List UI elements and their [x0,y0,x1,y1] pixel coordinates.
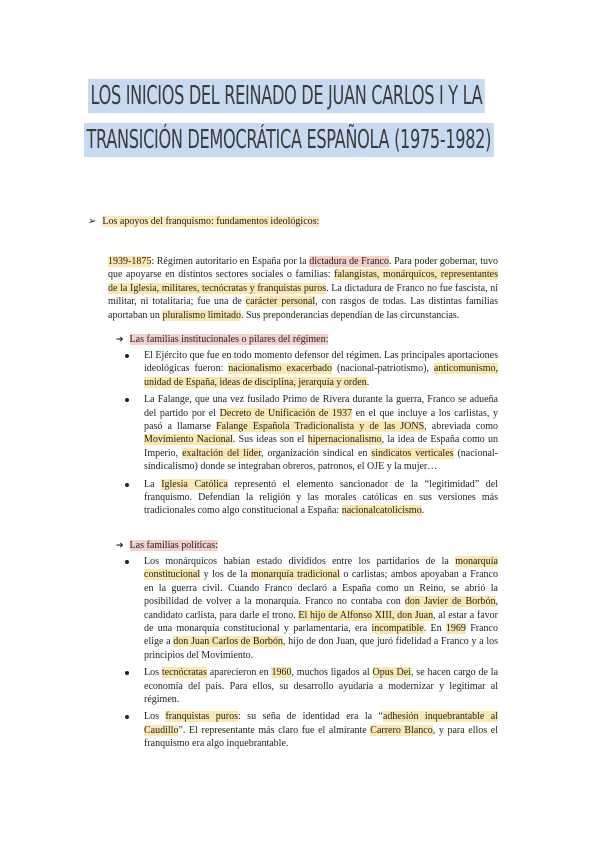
arrow-right-icon: ➔ [116,335,124,345]
arrowhead-bullet-icon: ➢ [88,216,97,227]
subheading-political: ➔ Las familias políticas: [116,540,218,551]
arrow-right-icon: ➔ [116,541,124,551]
list-item: El Ejército que fue en todo momento defensor del régimen. Las principales aportaciones ideológicas fueron: nacionalismo exacerbado (nacional-patriotismo), anticomunismo, unidad de España, ideas de disciplina, jerarquía y orden. [144,350,499,388]
institutional-list [144,349,498,522]
intro-paragraph: 1939-1875: Régimen autoritario en España por la dictadura de Franco. Para poder gobernar, tuvo que apoyarse en distintos sectores sociales o familias: falangistas, monárquicos, representantes de la Iglesia, militares, tecnócratas y franquistas puros. La dictadura de Franco no fue fascista, ni militar, ni totalitaria; fue una de carácter personal, con rasgos de todas. Las distintas familias aportaban un pluralismo limitado. Sus preponderancias dependían de las circunstancias. [108,256,498,321]
title-line-2: TRANSICIÓN DEMOCRÁTICA ESPAÑOLA (1975-1982) [84,124,494,156]
list-item: Los franquistas puros: su seña de identidad era la “adhesión inquebrantable al Caudillo”. El representante más claro fue el almirante Carrero Blanco, y para ellos el franquismo era algo inquebrantable. [144,711,499,750]
section-heading: ➢ Los apoyos del franquismo: fundamentos ideológicos: [88,216,320,227]
list-item: Los monárquicos habían estado divididos entre los partidarios de la monarquía constitucional y los de la monarquía tradicional o carlistas; ambos apoyaban a Franco en la guerra civil. Cuando Franco declaró a España como un Reino, se abrió la posibilidad de volver a la monarquía. Franco no contaba con don Javier de Borbón, candidato carlista, para darle el trono. El hijo de Alfonso XIII, don Juan, al estar a favor de una monarquía constitucional y parlamentaria, era incompatible. En 1969 Franco elige a don Juan Carlos de Borbón, hijo de don Juan, que juró fidelidad a Franco y a los principios del Movimiento. [144,556,498,661]
list-item: La Falange, que una vez fusilado Primo de Rivera durante la guerra, Franco se adueña del partido por el Decreto de Unificación de 1937 en el que incluye a los carlistas, y pasó a llamarse Falange Española Tradicionalista y de las JONS, abreviada como Movimiento Nacional. Sus ideas son el hipernacionalismo, la idea de España como un Imperio, exaltación del líder, organización sindical en sindicatos verticales (nacional-sindicalismo) donde se integraban obreros, patronos, el OJE y la mujer… [144,394,499,473]
political-list [144,555,498,755]
list-item: La Iglesia Católica representó el elemento sancionador de la “legitimidad” del franquismo. Defendían la religión y las morales católicas en sus versiones más tradicionales como algo constitucional a España: nacionalcatolicismo. [144,478,499,517]
list-item: Los tecnócratas aparecieron en 1960, muchos ligados al Opus Dei, se hacen cargo de la economía del país. Para ellos, su desarrollo ayudaría a modernizar y legitimar al régimen. [144,667,499,706]
subheading-institutional: ➔ Las familias institucionales o pilares del régimen: [116,334,329,345]
title-line-1: LOS INICIOS DEL REINADO DE JUAN CARLOS I Y LA [88,80,485,112]
